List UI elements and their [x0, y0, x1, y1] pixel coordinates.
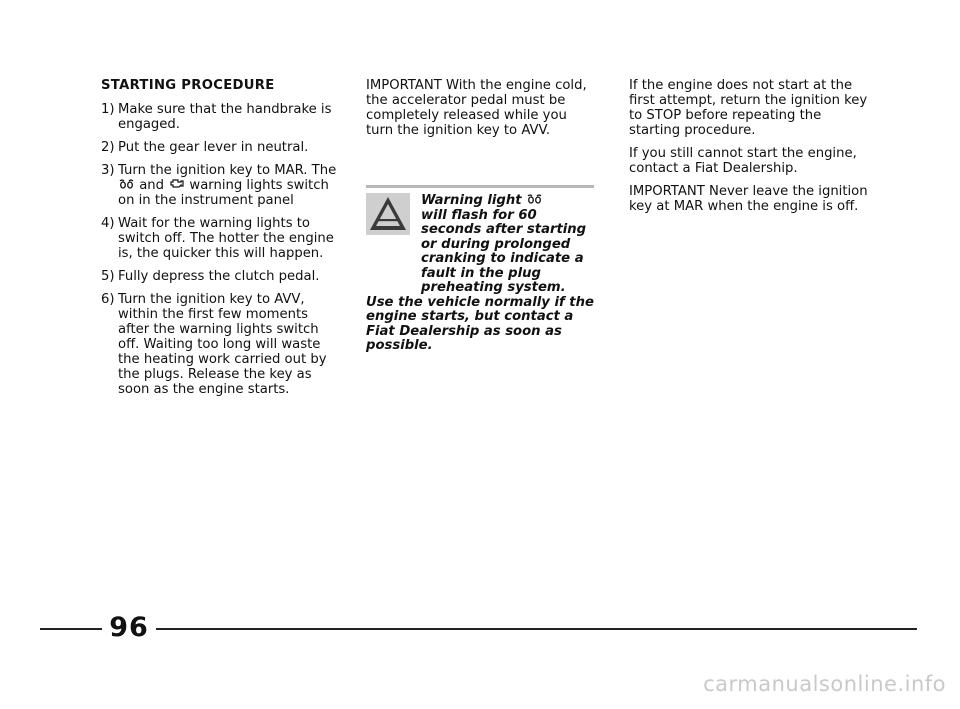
step-text-part: Turn the ignition key to MAR. The — [118, 163, 337, 178]
warning-divider — [366, 185, 594, 188]
paragraph: If you still cannot start the engine, contact a Fiat Dealership. — [629, 146, 857, 176]
step-number: 3) — [101, 163, 115, 178]
warning-advice: Use the vehicle normally if the engine starts, but contact a Fiat Dealership as soon as possible. — [366, 294, 594, 353]
watermark: carmanualsonline.info — [703, 672, 946, 696]
warning-block — [366, 194, 598, 354]
glow-plug-warning-icon — [118, 178, 135, 193]
troubleshooting-column — [629, 78, 869, 222]
step-text-part: warning lights switch on in the instrument panel — [118, 178, 329, 208]
important-note-column — [366, 78, 598, 146]
step-text: Put the gear lever in neutral. — [118, 140, 309, 155]
step-text — [118, 163, 341, 208]
glow-plug-warning-icon — [526, 194, 543, 209]
paragraph: IMPORTANT Never leave the ignition key at MAR when the engine is off. — [629, 184, 868, 214]
step-text: Fully depress the clutch pedal. — [118, 269, 320, 284]
step-text-part: and — [139, 178, 165, 193]
step-number: 5) — [101, 269, 115, 284]
step-number: 4) — [101, 216, 115, 231]
step-item — [101, 102, 341, 132]
step-item — [101, 292, 341, 397]
step-number: 2) — [101, 140, 115, 155]
step-text: Wait for the warning lights to switch off. The hotter the engine is, the quicker this will happen. — [118, 216, 334, 261]
paragraph: If the engine does not start at the first attempt, return the ignition key to STOP before repeating the starting procedure. — [629, 78, 868, 138]
step-item — [101, 216, 341, 261]
step-number: 6) — [101, 292, 115, 307]
step-number: 1) — [101, 102, 115, 117]
page-number: 96 — [109, 612, 149, 643]
step-text: Make sure that the handbrake is engaged. — [118, 102, 332, 132]
important-note: IMPORTANT With the engine cold, the accelerator pedal must be completely released while you turn the ignition key to AVV. — [366, 78, 587, 138]
warning-text-part: Warning light — [421, 193, 522, 208]
warning-text-part: will flash for 60 seconds after starting or during prolonged cranking to indicate a fault in the plug preheating system. — [421, 207, 587, 295]
step-text: Turn the ignition key to AVV, within the first few moments after the warning lights switch off. Waiting too long will waste the heating work carried out by the plugs. Release the key as soon as the engine starts. — [118, 292, 327, 397]
step-item — [101, 163, 341, 208]
engine-warning-icon — [168, 178, 185, 193]
warning-text-head — [421, 194, 598, 209]
footer-rule-right — [156, 628, 917, 630]
section-heading: STARTING PROCEDURE — [101, 78, 275, 93]
starting-procedure-column — [101, 78, 341, 405]
warning-text-body — [366, 209, 598, 296]
step-item — [101, 269, 341, 284]
footer-rule-left — [40, 628, 102, 630]
step-item — [101, 140, 341, 155]
